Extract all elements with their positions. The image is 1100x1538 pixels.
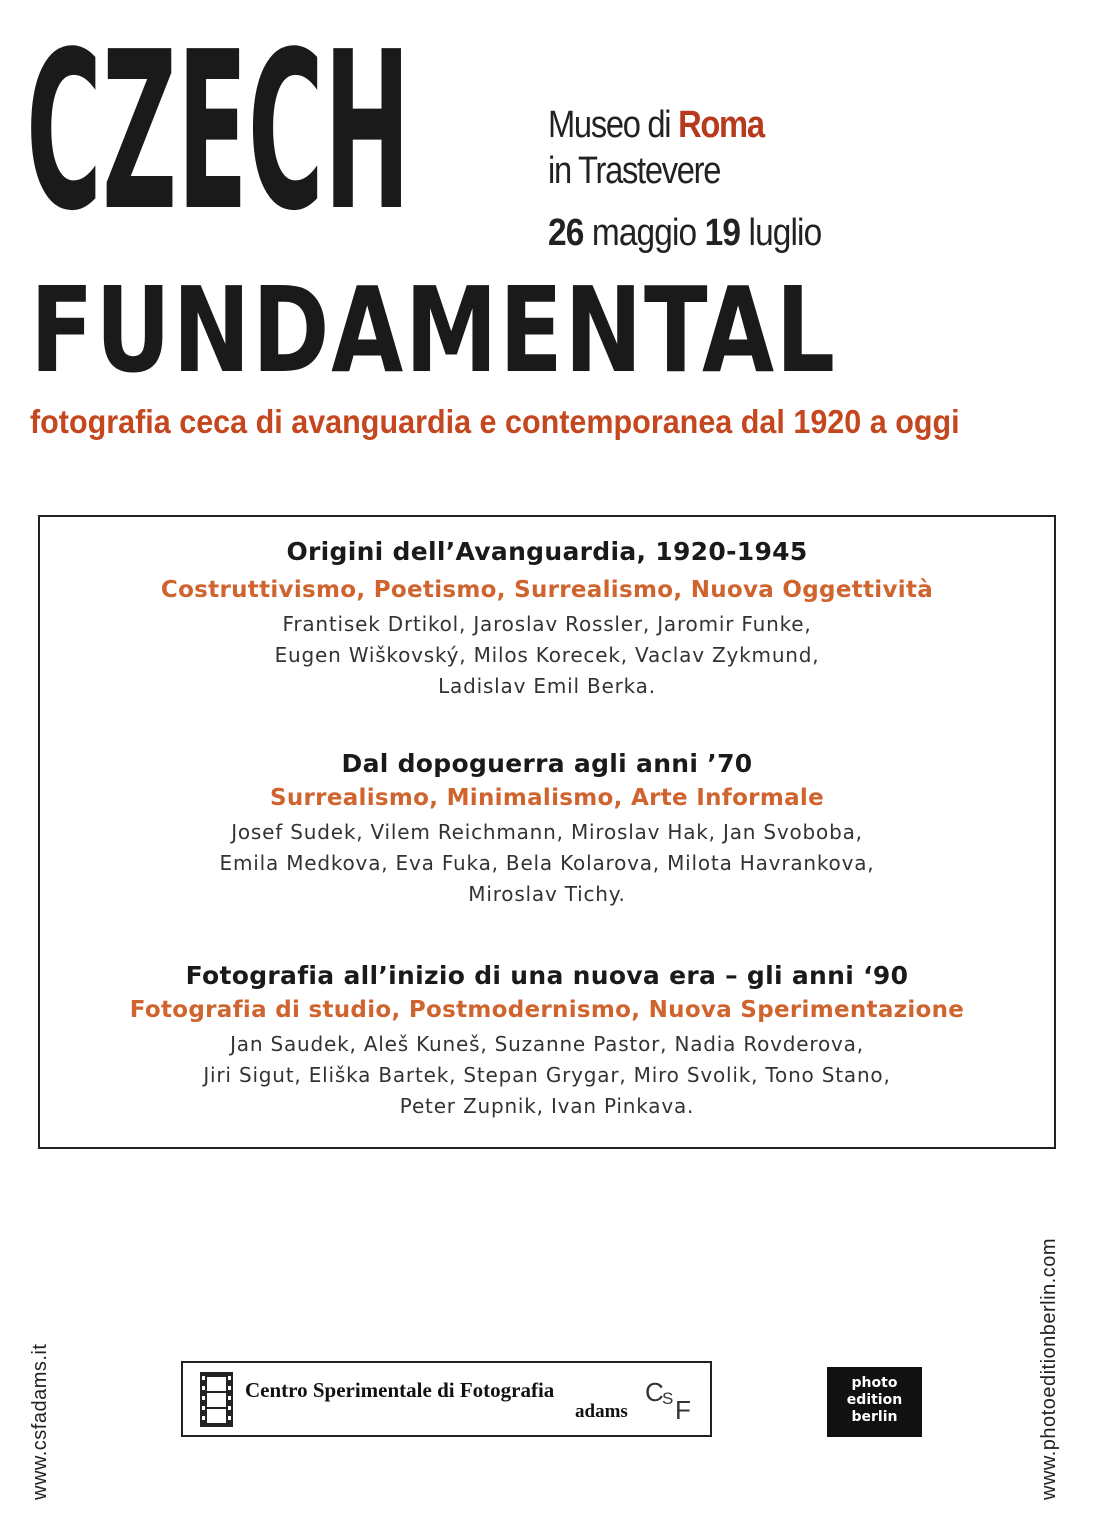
subtitle: fotografia ceca di avanguardia e contemporanea dal 1920 a oggi [30,403,960,440]
section-title: Origini dell’Avanguardia, 1920-1945 [286,537,808,566]
date-start-month: maggio [583,212,705,254]
peb-line: berlin [851,1409,898,1425]
peb-line: photo [851,1375,898,1391]
venue-museo-prefix: Museo di [548,104,679,146]
csf-sub: adams [575,1401,628,1422]
venue-line-trastevere: in Trastevere [548,150,721,192]
venue-block [548,102,764,194]
title-czech: CZECH [26,6,411,259]
artists-line: Eugen Wiškovský, Milos Korecek, Vaclav Zykmund, [274,643,820,667]
section-title: Dal dopoguerra agli anni ’70 [341,749,753,778]
exhibition-dates [548,210,821,256]
peb-line: edition [846,1392,903,1408]
section-nuova-era [40,959,1054,1122]
section-movements: Surrealismo, Minimalismo, Arte Informale [270,785,824,811]
date-end-month: luglio [740,212,822,254]
section-artists [40,609,1054,702]
artists-line: Jan Saudek, Aleš Kuneš, Suzanne Pastor, Nadia Rovderova, [230,1032,864,1056]
section-dopoguerra [40,747,1054,910]
artists-line: Emila Medkova, Eva Fuka, Bela Kolarova, Milota Havrankova, [219,851,875,875]
film-strip-icon [200,1372,233,1427]
artists-line: Miroslav Tichy. [468,882,626,906]
artists-line: Josef Sudek, Vilem Reichmann, Miroslav Hak, Jan Svoboba, [231,820,863,844]
program-box [38,515,1056,1149]
venue-line-museo [548,102,764,148]
csf-monogram-icon: C S F [645,1377,691,1425]
venue-city: Roma [678,104,764,146]
photo-edition-berlin-logo [827,1367,922,1437]
csf-name: Centro Sperimentale di Fotografia [245,1378,555,1402]
section-artists [40,817,1054,910]
section-avanguardia [40,535,1054,702]
csf-website-link[interactable]: www.csfadams.it [29,1343,51,1500]
section-movements: Fotografia di studio, Postmodernismo, Nuova Sperimentazione [129,997,965,1023]
artists-line: Peter Zupnik, Ivan Pinkava. [399,1094,695,1118]
section-artists [40,1029,1054,1122]
date-end-day: 19 [704,212,741,254]
section-title: Fotografia all’inizio di una nuova era – gli anni ‘90 [185,961,909,990]
artists-line: Ladislav Emil Berka. [438,674,656,698]
artists-line: Jiri Sigut, Eliška Bartek, Stepan Grygar, Miro Svolik, Tono Stano, [203,1063,891,1087]
title-fundamental: FUNDAMENTAL [30,261,837,399]
csf-logo-box [181,1361,712,1437]
photoedition-website-link[interactable]: www.photoeditionberlin.com [1038,1237,1060,1500]
section-movements: Costruttivismo, Poetismo, Surrealismo, Nuova Oggettività [160,577,934,603]
artists-line: Frantisek Drtikol, Jaroslav Rossler, Jaromir Funke, [282,612,812,636]
date-start-day: 26 [548,212,584,254]
